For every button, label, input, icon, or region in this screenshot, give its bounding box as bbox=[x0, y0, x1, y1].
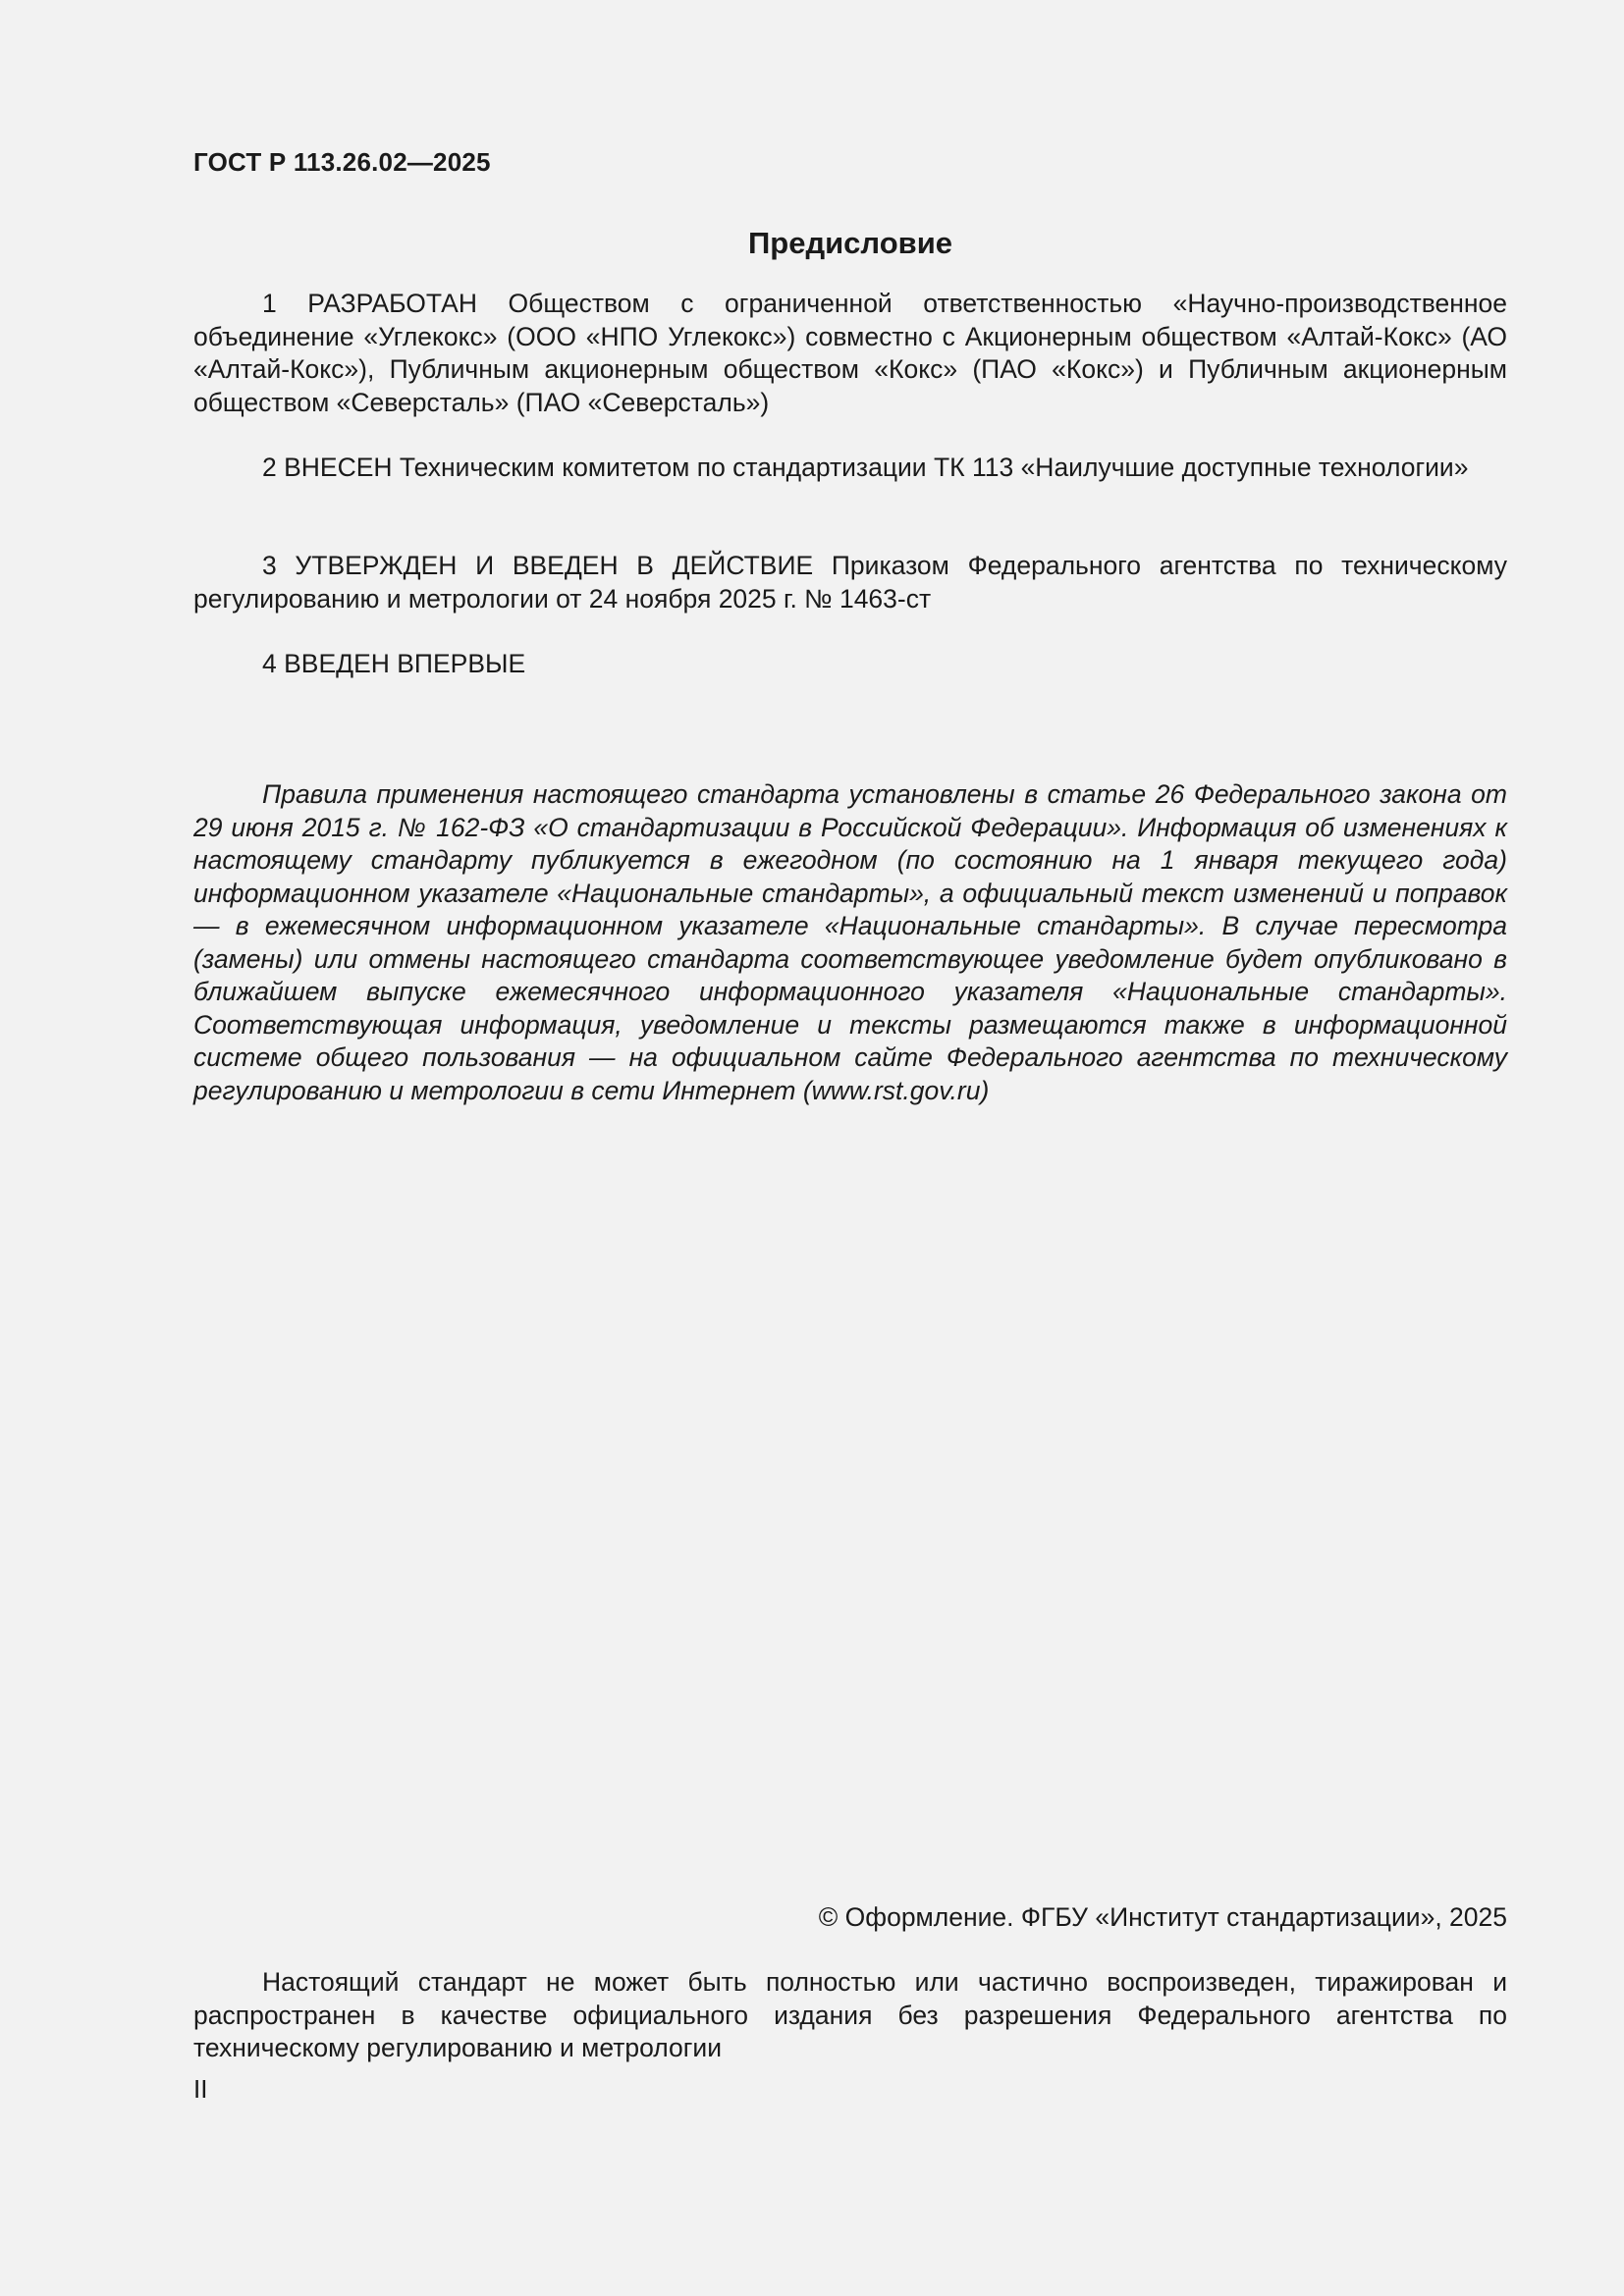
reproduction-notice: Настоящий стандарт не может быть полностью или частично воспроизведен, тиражирован и распространен в качестве официального издания без разрешения Федерального агентства по техническому регулированию и метрологии bbox=[193, 1967, 1507, 2062]
copyright-notice: © Оформление. ФГБУ «Институт стандартизации», 2025 bbox=[818, 1902, 1507, 1932]
document-page bbox=[193, 0, 1507, 2296]
paragraph-application-rules: Правила применения настоящего стандарта установлены в статье 26 Федерального закона от 29 июня 2015 г. № 162-ФЗ «О стандартизации в Российской Федерации». Информация об изменениях к настоящему стандарту публикуется в ежегодном (по состоянию на 1 января текущего года) информационном указателе «Национальные стандарты», а официальный текст изменений и поправок — в ежемесячном информационном указателе «Национальные стандарты». В случае пересмотра (замены) или отмены настоящего стандарта соответствующее уведомление будет опубликовано в ближайшем выпуске ежемесячного информационного указателя «Национальные стандарты». Соответствующая информация, уведомление и тексты размещаются также в информационной системе общего пользования — на официальном сайте Федерального агентства по техническому регулированию и метрологии в сети Интернет (www.rst.gov.ru) bbox=[193, 779, 1507, 1105]
paragraph-introduced-by: 2 ВНЕСЕН Техническим комитетом по стандартизации ТК 113 «Наилучшие доступные технологии» bbox=[262, 453, 1469, 482]
document-code: ГОСТ Р 113.26.02—2025 bbox=[193, 147, 491, 177]
paragraph-first-introduced: 4 ВВЕДЕН ВПЕРВЫЕ bbox=[262, 649, 526, 678]
paragraph-developed-by: 1 РАЗРАБОТАН Обществом с ограниченной ответственностью «Научно-производственное объединение «Углекокс» (ООО «НПО Углекокс») совместно с Акционерным обществом «Алтай-Кокс» (АО «Алтай-Кокс»), Публичным акционерным обществом «Кокс» (ПАО «Кокс») и Публичным акционерным обществом «Северсталь» (ПАО «Северсталь») bbox=[193, 289, 1507, 417]
page-number: II bbox=[193, 2074, 208, 2104]
section-title: Предисловие bbox=[747, 226, 952, 260]
paragraph-approved: 3 УТВЕРЖДЕН И ВВЕДЕН В ДЕЙСТВИЕ Приказом Федерального агентства по техническому регулированию и метрологии от 24 ноября 2025 г. № 1463-ст bbox=[193, 551, 1507, 614]
